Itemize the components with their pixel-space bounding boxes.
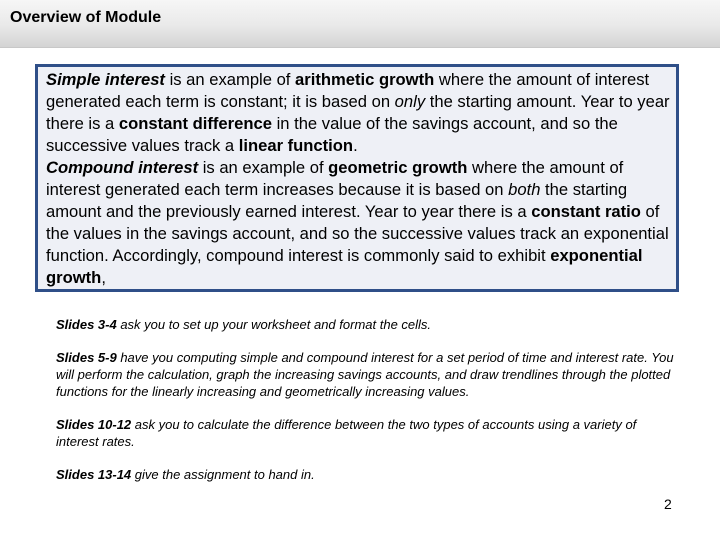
text-run: geometric growth: [328, 158, 468, 177]
page-title: Overview of Module: [10, 9, 162, 26]
header-bar: [0, 0, 720, 48]
text-run: .: [353, 136, 358, 155]
note-range: Slides 3-4: [56, 317, 117, 332]
slide-notes: [56, 316, 676, 499]
text-run: the starting amount. Year to year there is a: [46, 92, 670, 133]
text-run: Compound interest: [46, 158, 199, 177]
text-run: of the values in the savings account, and so the successive values track an exponential function. Accordingly, compound interest is commonly said to exhibit: [46, 202, 669, 265]
overview-box: [35, 64, 679, 292]
page-number: 2: [664, 496, 672, 512]
text-run: is an example of: [198, 158, 329, 177]
text-run: constant difference: [118, 114, 272, 133]
note-slides-13-14: [56, 466, 676, 483]
text-run: is an example of: [164, 70, 296, 89]
text-run: exponential growth: [46, 246, 643, 287]
text-run: the starting amount and the previously earned interest. Year to year there is a: [46, 180, 628, 221]
text-run: arithmetic growth: [295, 70, 435, 89]
text-run: where the amount of interest generated each term is constant; it is based on: [46, 70, 650, 111]
compound-interest-paragraph: [46, 157, 676, 289]
text-run: only: [394, 92, 426, 111]
note-text: have you computing simple and compound interest for a set period of time and interest rate. You will perform the calculation, graph the increasing savings accounts, and draw trendlines through the plotted functions for the linearly increasing and geometrically increasing values.: [56, 350, 674, 399]
text-run: constant ratio: [531, 202, 641, 221]
note-text: ask you to set up your worksheet and format the cells.: [116, 317, 432, 332]
text-run: ,: [101, 268, 106, 287]
note-slides-3-4: [56, 316, 676, 333]
note-slides-10-12: [56, 416, 676, 450]
text-run: linear function: [238, 136, 354, 155]
text-run: where the amount of interest generated each term increases because it is based on: [46, 158, 624, 199]
note-range: Slides 10-12: [56, 417, 132, 432]
text-run: Simple interest: [46, 70, 165, 89]
simple-interest-paragraph: [46, 69, 676, 157]
note-range: Slides 13-14: [56, 467, 132, 482]
note-text: ask you to calculate the difference between the two types of accounts using a variety of interest rates.: [56, 417, 637, 449]
text-run: in the value of the savings account, and so the successive values track a: [46, 114, 618, 155]
note-slides-5-9: [56, 349, 676, 400]
text-run: both: [508, 180, 541, 199]
note-range: Slides 5-9: [56, 350, 117, 365]
note-text: give the assignment to hand in.: [131, 467, 315, 482]
